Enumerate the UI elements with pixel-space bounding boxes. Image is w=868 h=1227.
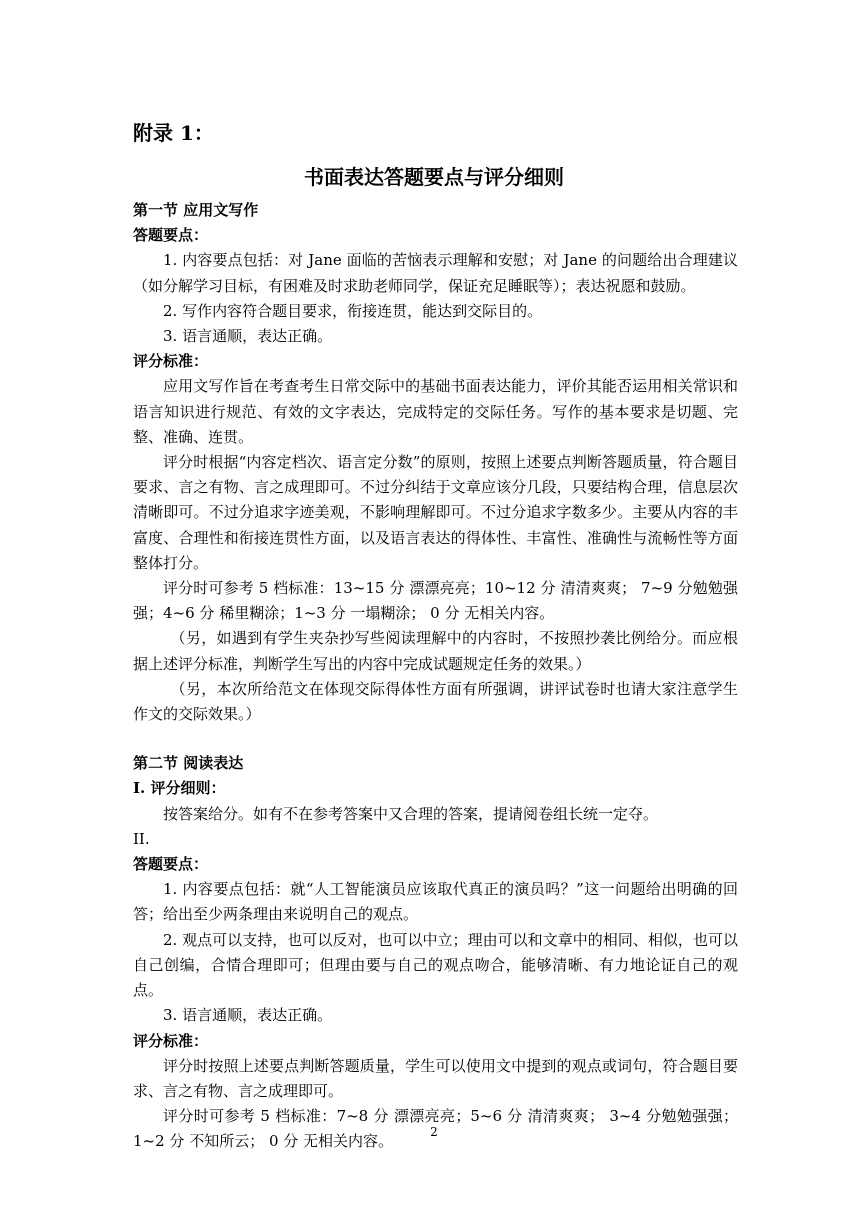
section2-standard-label: 评分标准： [133, 1031, 209, 1050]
section2-standard-paragraph-1: 评分时按照上述要点判断答题质量，学生可以使用文中提到的观点或词句，符合题目要求、言之有物、言之成理即可。 [133, 1056, 738, 1100]
section1-note-2: （另，本次所给范文在体现交际得体性方面有所强调，讲评试卷时也请大家注意学生作文的交际效果。） [133, 679, 738, 724]
section2-key-point-1: 1. 内容要点包括：就“人工智能演员应该取代真正的演员吗？”这一问题给出明确的回答；给出至少两条理由来说明自己的观点。 [133, 880, 738, 924]
section1-standard-paragraph-2: 评分时根据“内容定档次、语言定分数”的原则，按照上述要点判断答题质量，符合题目要求、言之有物、言之成理即可。不过分纠结于文章应该分几段，只要结构合理，信息层次清晰即可。不过分追求字迹美观，不影响理解即可。不过分追求字数多少。主要从内容的丰富度、合理性和衔接连贯性方面，以及语言表达的得体性、丰富性、准确性与流畅性等方面整体打分。 [133, 453, 738, 572]
section2-part1-text: 按答案给分。如有不在参考答案中又合理的答案，提请阅卷组长统一定夺。 [163, 804, 659, 823]
section1-key-point-2: 2. 写作内容符合题目要求，衔接连贯，能达到交际目的。 [163, 301, 543, 320]
section2-part2-label: II. [133, 829, 150, 848]
section1-note-1: （另，如遇到有学生夹杂抄写些阅读理解中的内容时，不按照抄袭比例给分。而应根据上述评分标准，判断学生写出的内容中完成试题规定任务的效果。） [133, 629, 738, 673]
section1-standard-paragraph-3: 评分时可参考 5 档标准：13~15 分 漂漂亮亮；10~12 分 清清爽爽； 7~9 分勉勉强强；4~6 分 稀里糊涂；1~3 分 一塌糊涂； 0 分 无相关内容。 [133, 579, 738, 623]
document-title: 书面表达答题要点与评分细则 [304, 165, 564, 189]
section1-standard-paragraph-1: 应用文写作旨在考查考生日常交际中的基础书面表达能力，评价其能否运用相关常识和语言知识进行规范、有效的文字表达，完成特定的交际任务。写作的基本要求是切题、完整、准确、连贯。 [133, 377, 738, 446]
section2-key-point-3: 3. 语言通顺，表达正确。 [163, 1006, 333, 1025]
appendix-label: 附录 1： [133, 121, 214, 145]
section2-standard-paragraph-2: 评分时可参考 5 档标准：7~8 分 漂漂亮亮；5~6 分 清清爽爽； 3~4 分勉勉强强； 1~2 分 不知所云； 0 分 无相关内容。 [133, 1107, 738, 1151]
section2-heading: 第二节 阅读表达 [133, 754, 244, 773]
page-number: 2 [430, 1125, 438, 1139]
section2-part1-label: I. 评分细则： [133, 779, 226, 798]
section1-key-point-1: 1. 内容要点包括：对 Jane 面临的苦恼表示理解和安慰；对 Jane 的问题给出合理建议（如分解学习目标，有困难及时求助老师同学，保证充足睡眠等）；表达祝愿和鼓励。 [133, 251, 738, 295]
section2-key-point-2: 2. 观点可以支持，也可以反对，也可以中立；理由可以和文章中的相同、相似，也可以自己创编，合情合理即可；但理由要与自己的观点吻合，能够清晰、有力地论证自己的观点。 [133, 930, 738, 1000]
section1-key-points-label: 答题要点： [133, 226, 209, 245]
section1-key-point-3: 3. 语言通顺，表达正确。 [163, 327, 333, 346]
document-body [133, 198, 738, 1155]
section2-key-points-label: 答题要点： [133, 855, 209, 874]
section1-heading: 第一节 应用文写作 [133, 201, 259, 219]
section1-standard-label: 评分标准： [133, 352, 209, 371]
section-spacer [133, 727, 738, 751]
